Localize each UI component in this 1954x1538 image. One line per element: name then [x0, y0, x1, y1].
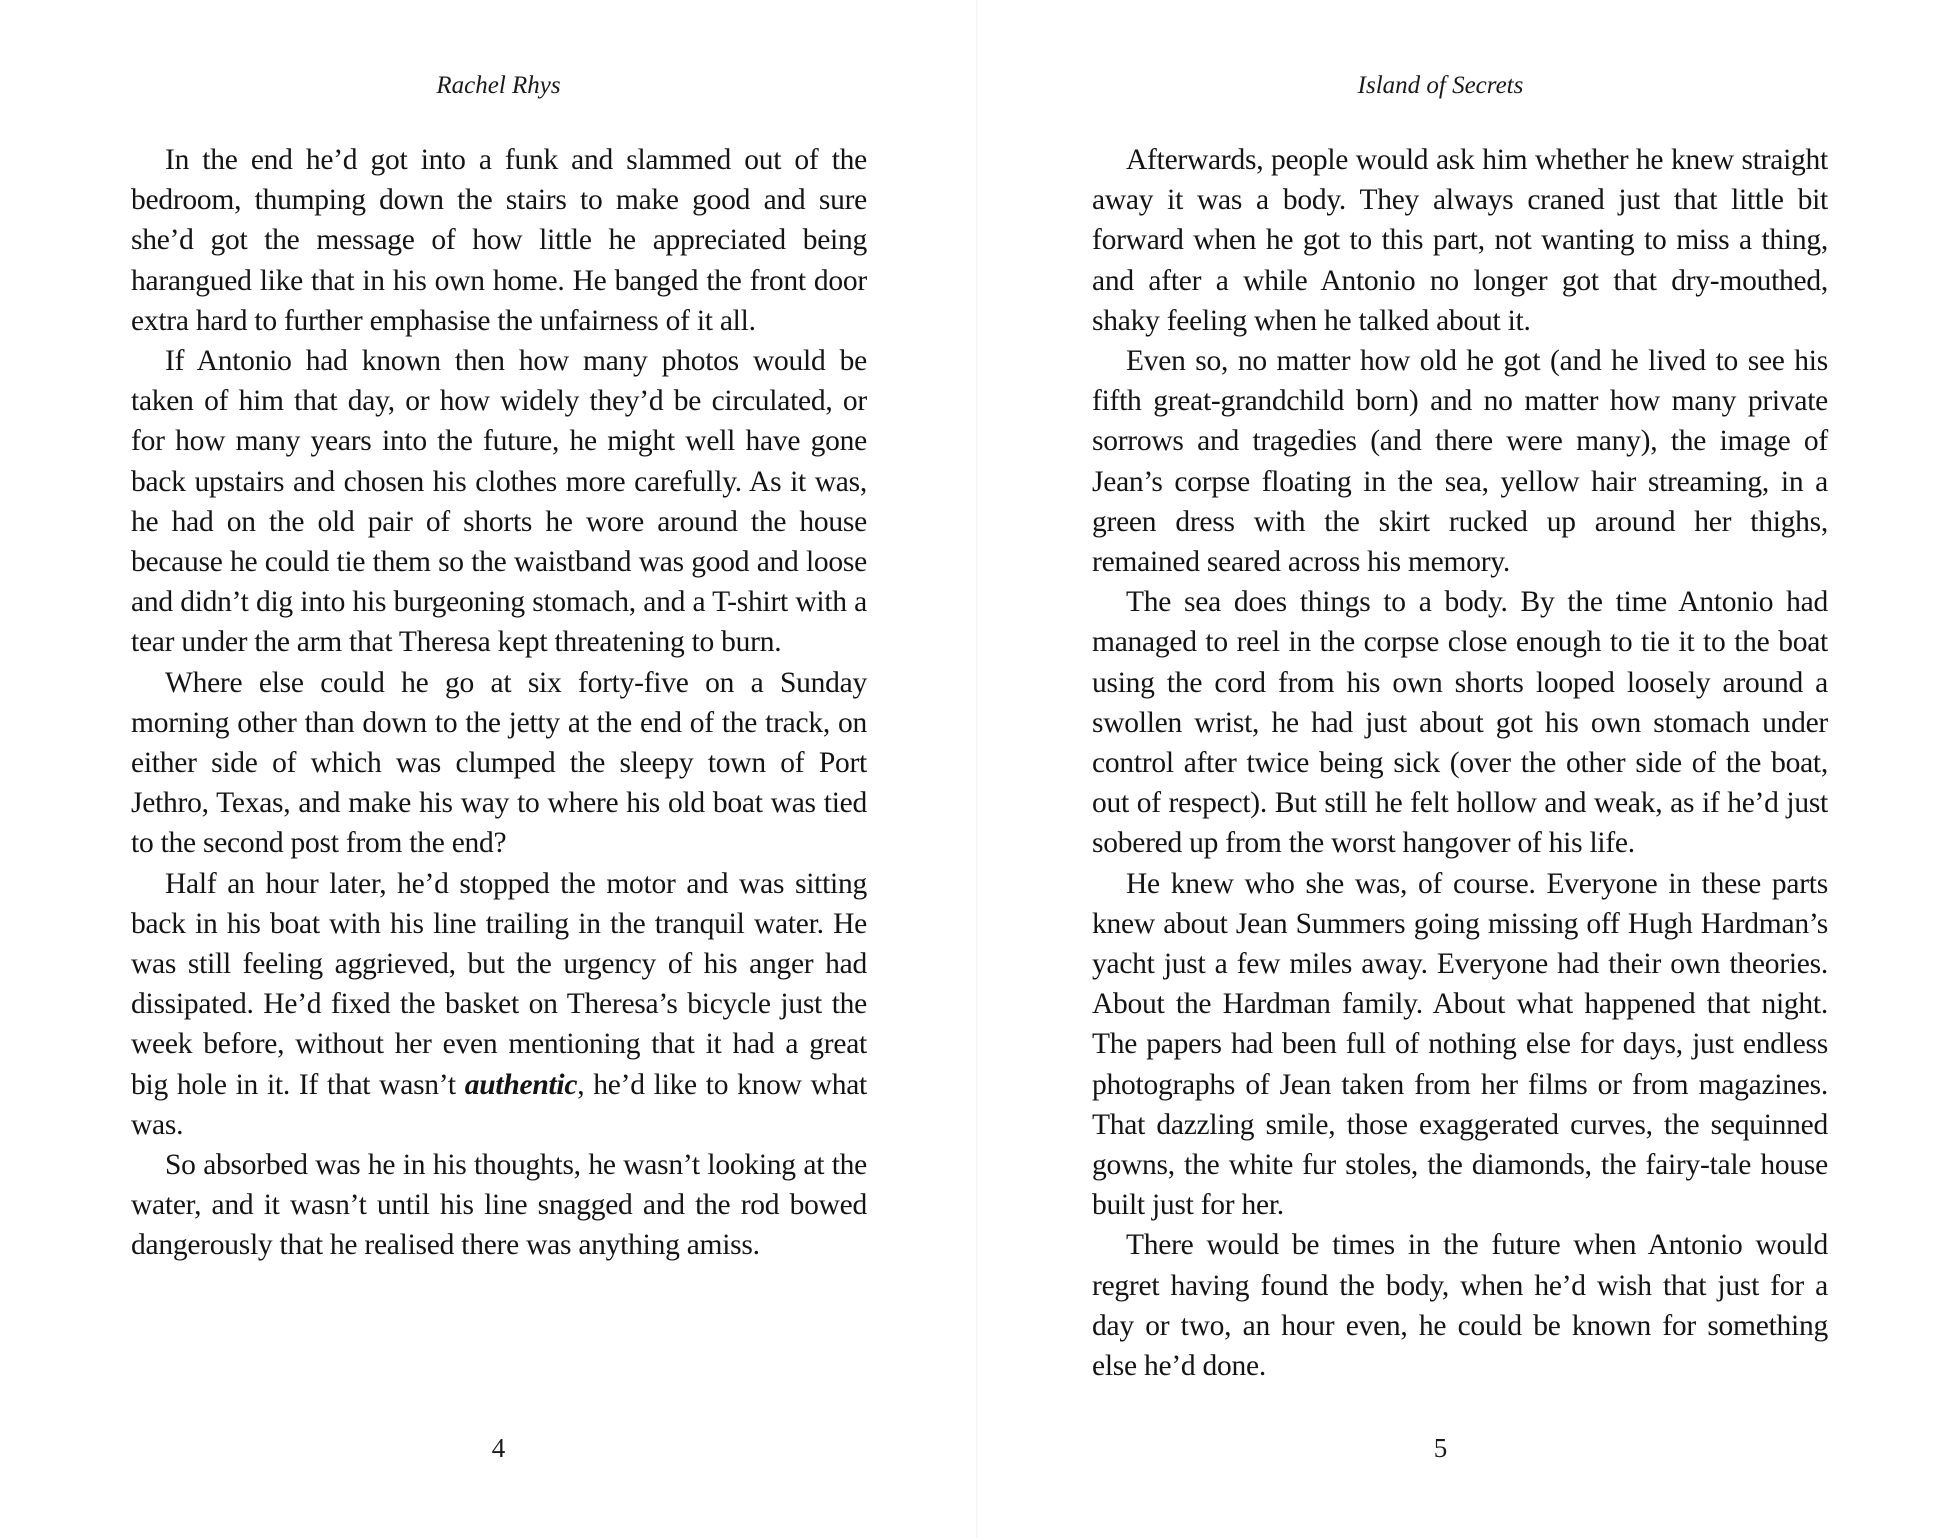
paragraph: He knew who she was, of course. Everyone in these parts knew about Jean Summers going missing off Hugh Hardman’s yacht just a few miles away. Everyone had their own theories. About the Hardman family. About what happened that night. The papers had been full of nothing else for days, just endless photographs of Jean taken from her films or from magazines. That dazzling smile, those exaggerated curves, the sequinned gowns, the white fur stoles, the diamonds, the fairy-tale house built just for her. [1092, 867, 1828, 1222]
page-number: 5 [1433, 1433, 1448, 1463]
paragraph: There would be times in the future when Antonio would regret having found the body, when he’d wish that just for a day or two, an hour even, he could be known for something else he’d done. [1092, 1229, 1828, 1383]
paragraph-text: , he’d like to know what was. [131, 1068, 867, 1141]
body-text [131, 140, 867, 1266]
paragraph: Even so, no matter how old he got (and he lived to see his fifth great-grandchild born) and no matter how many private sorrows and tragedies (and there were many), the image of Jean’s corpse floating in the sea, yellow hair streaming, in a green dress with the skirt rucked up around her thighs, remained seared across his memory. [1092, 345, 1828, 579]
paragraph-text: Half an hour later, he’d stopped the motor and was sitting back in his boat with his line trailing in the tranquil water. He was still feeling aggrieved, but the urgency of his anger had dissipated. He’d fixed the basket on Theresa’s bicycle just the week before, without her even mentioning that it had a great big hole in it. If that wasn’t [131, 867, 867, 1101]
emphasized-word: authentic [464, 1068, 578, 1101]
paragraph: If Antonio had known then how many photos would be taken of him that day, or how widely they’d be circulated, or for how many years into the future, he might well have gone back upstairs and chosen his clothes more carefully. As it was, he had on the old pair of shorts he wore around the house because he could tie them so the waistband was good and loose and didn’t dig into his burgeoning stomach, and a T-shirt with a tear under the arm that Theresa kept threatening to burn. [131, 345, 867, 659]
paragraph: The sea does things to a body. By the time Antonio had managed to reel in the corpse close enough to tie it to the boat using the cord from his own shorts looped loosely around a swollen wrist, he had just about got his own stomach under control after twice being sick (over the other side of the boat, out of respect). But still he felt hollow and weak, as if he’d just sobered up from the worst hangover of his life. [1092, 586, 1828, 860]
running-head-title: Island of Secrets [1357, 72, 1524, 99]
paragraph: Where else could he go at six forty-five on a Sunday morning other than down to the jetty at the end of the track, on either side of which was clumped the sleepy town of Port Jethro, Texas, and make his way to where his old boat was tied to the second post from the end? [131, 666, 867, 860]
paragraph: So absorbed was he in his thoughts, he wasn’t looking at the water, and it wasn’t until his line snagged and the rod bowed dangerously that he realised there was anything amiss. [131, 1149, 867, 1262]
body-text [1092, 140, 1828, 1386]
paragraph: Afterwards, people would ask him whether he knew straight away it was a body. They always craned just that little bit forward when he got to this part, not wanting to miss a thing, and after a while Antonio no longer got that dry-mouthed, shaky feeling when he talked about it. [1092, 144, 1828, 337]
page-number: 4 [491, 1433, 506, 1463]
paragraph [131, 864, 867, 1145]
right-page [977, 0, 1954, 1538]
running-head-author: Rachel Rhys [436, 72, 561, 99]
paragraph: In the end he’d got into a funk and slammed out of the bedroom, thumping down the stairs to make good and sure she’d got the message of how little he appreciated being harangued like that in his own home. He banged the front door extra hard to further emphasise the unfairness of it all. [131, 144, 867, 337]
